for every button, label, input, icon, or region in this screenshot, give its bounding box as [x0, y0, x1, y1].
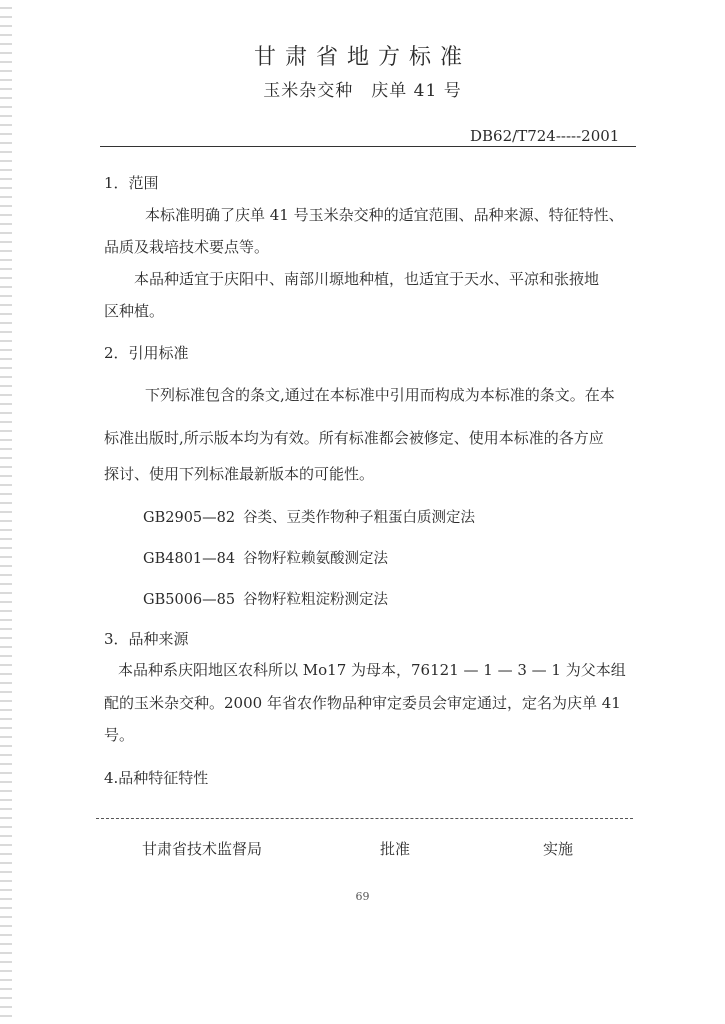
reference-name: 谷类、豆类作物种子粗蛋白质测定法: [243, 510, 475, 526]
standard-code: DB62/T724-----2001: [470, 127, 620, 145]
section-3-para-line1: 本品种系庆阳地区农科所以 Mo17 为母本，76121 — 1 — 3 — 1 为父本组: [118, 661, 626, 679]
reference-item: [143, 506, 475, 527]
section-2-heading: 2．引用标准: [104, 344, 189, 362]
scan-edge: [0, 0, 12, 1024]
reference-item: [143, 547, 388, 568]
reference-name: 谷物籽粒赖氨酸测定法: [243, 551, 388, 567]
footer-rule: [96, 818, 633, 819]
document-title: 甘肃省地方标准: [253, 45, 471, 70]
section-1-heading: 1．范围: [104, 174, 159, 192]
page-number: 69: [355, 890, 370, 903]
section-2-para-line3: 探讨、使用下列标准最新版本的可能性。: [104, 465, 375, 483]
document-subtitle: 玉米杂交种 庆单 41 号: [263, 81, 462, 101]
header-rule: [100, 146, 636, 147]
section-3-heading: 3．品种来源: [104, 630, 189, 648]
reference-code: GB2905—82: [143, 510, 236, 526]
reference-item: [143, 588, 388, 609]
section-1-para2-line1: 本品种适宜于庆阳中、南部川塬地种植，也适宜于天水、平凉和张掖地: [134, 270, 600, 288]
section-2-para-line2: 标准出版时,所示版本均为有效。所有标准都会被修定、使用本标准的各方应: [104, 429, 604, 447]
section-4-heading: 4.品种特征特性: [104, 769, 209, 787]
section-1-para1-line1: 本标准明确了庆单 41 号玉米杂交种的适宜范围、品种来源、特征特性、: [145, 206, 624, 224]
section-1-para2-line2: 区种植。: [104, 302, 165, 320]
footer-approve: 批准: [380, 840, 411, 858]
section-2-para-line1: 下列标准包含的条文,通过在本标准中引用而构成为本标准的条文。在本: [145, 386, 615, 404]
footer-implement: 实施: [543, 840, 574, 858]
footer-issuer: 甘肃省技术监督局: [142, 840, 263, 858]
reference-code: GB4801—84: [143, 551, 236, 567]
section-3-para-line2: 配的玉米杂交种。2000 年省农作物品种审定委员会审定通过，定名为庆单 41: [104, 694, 621, 712]
section-1-para1-line2: 品质及栽培技术要点等。: [104, 238, 270, 256]
section-3-para-line3: 号。: [104, 726, 135, 744]
reference-code: GB5006—85: [143, 592, 236, 608]
reference-name: 谷物籽粒粗淀粉测定法: [243, 592, 388, 608]
